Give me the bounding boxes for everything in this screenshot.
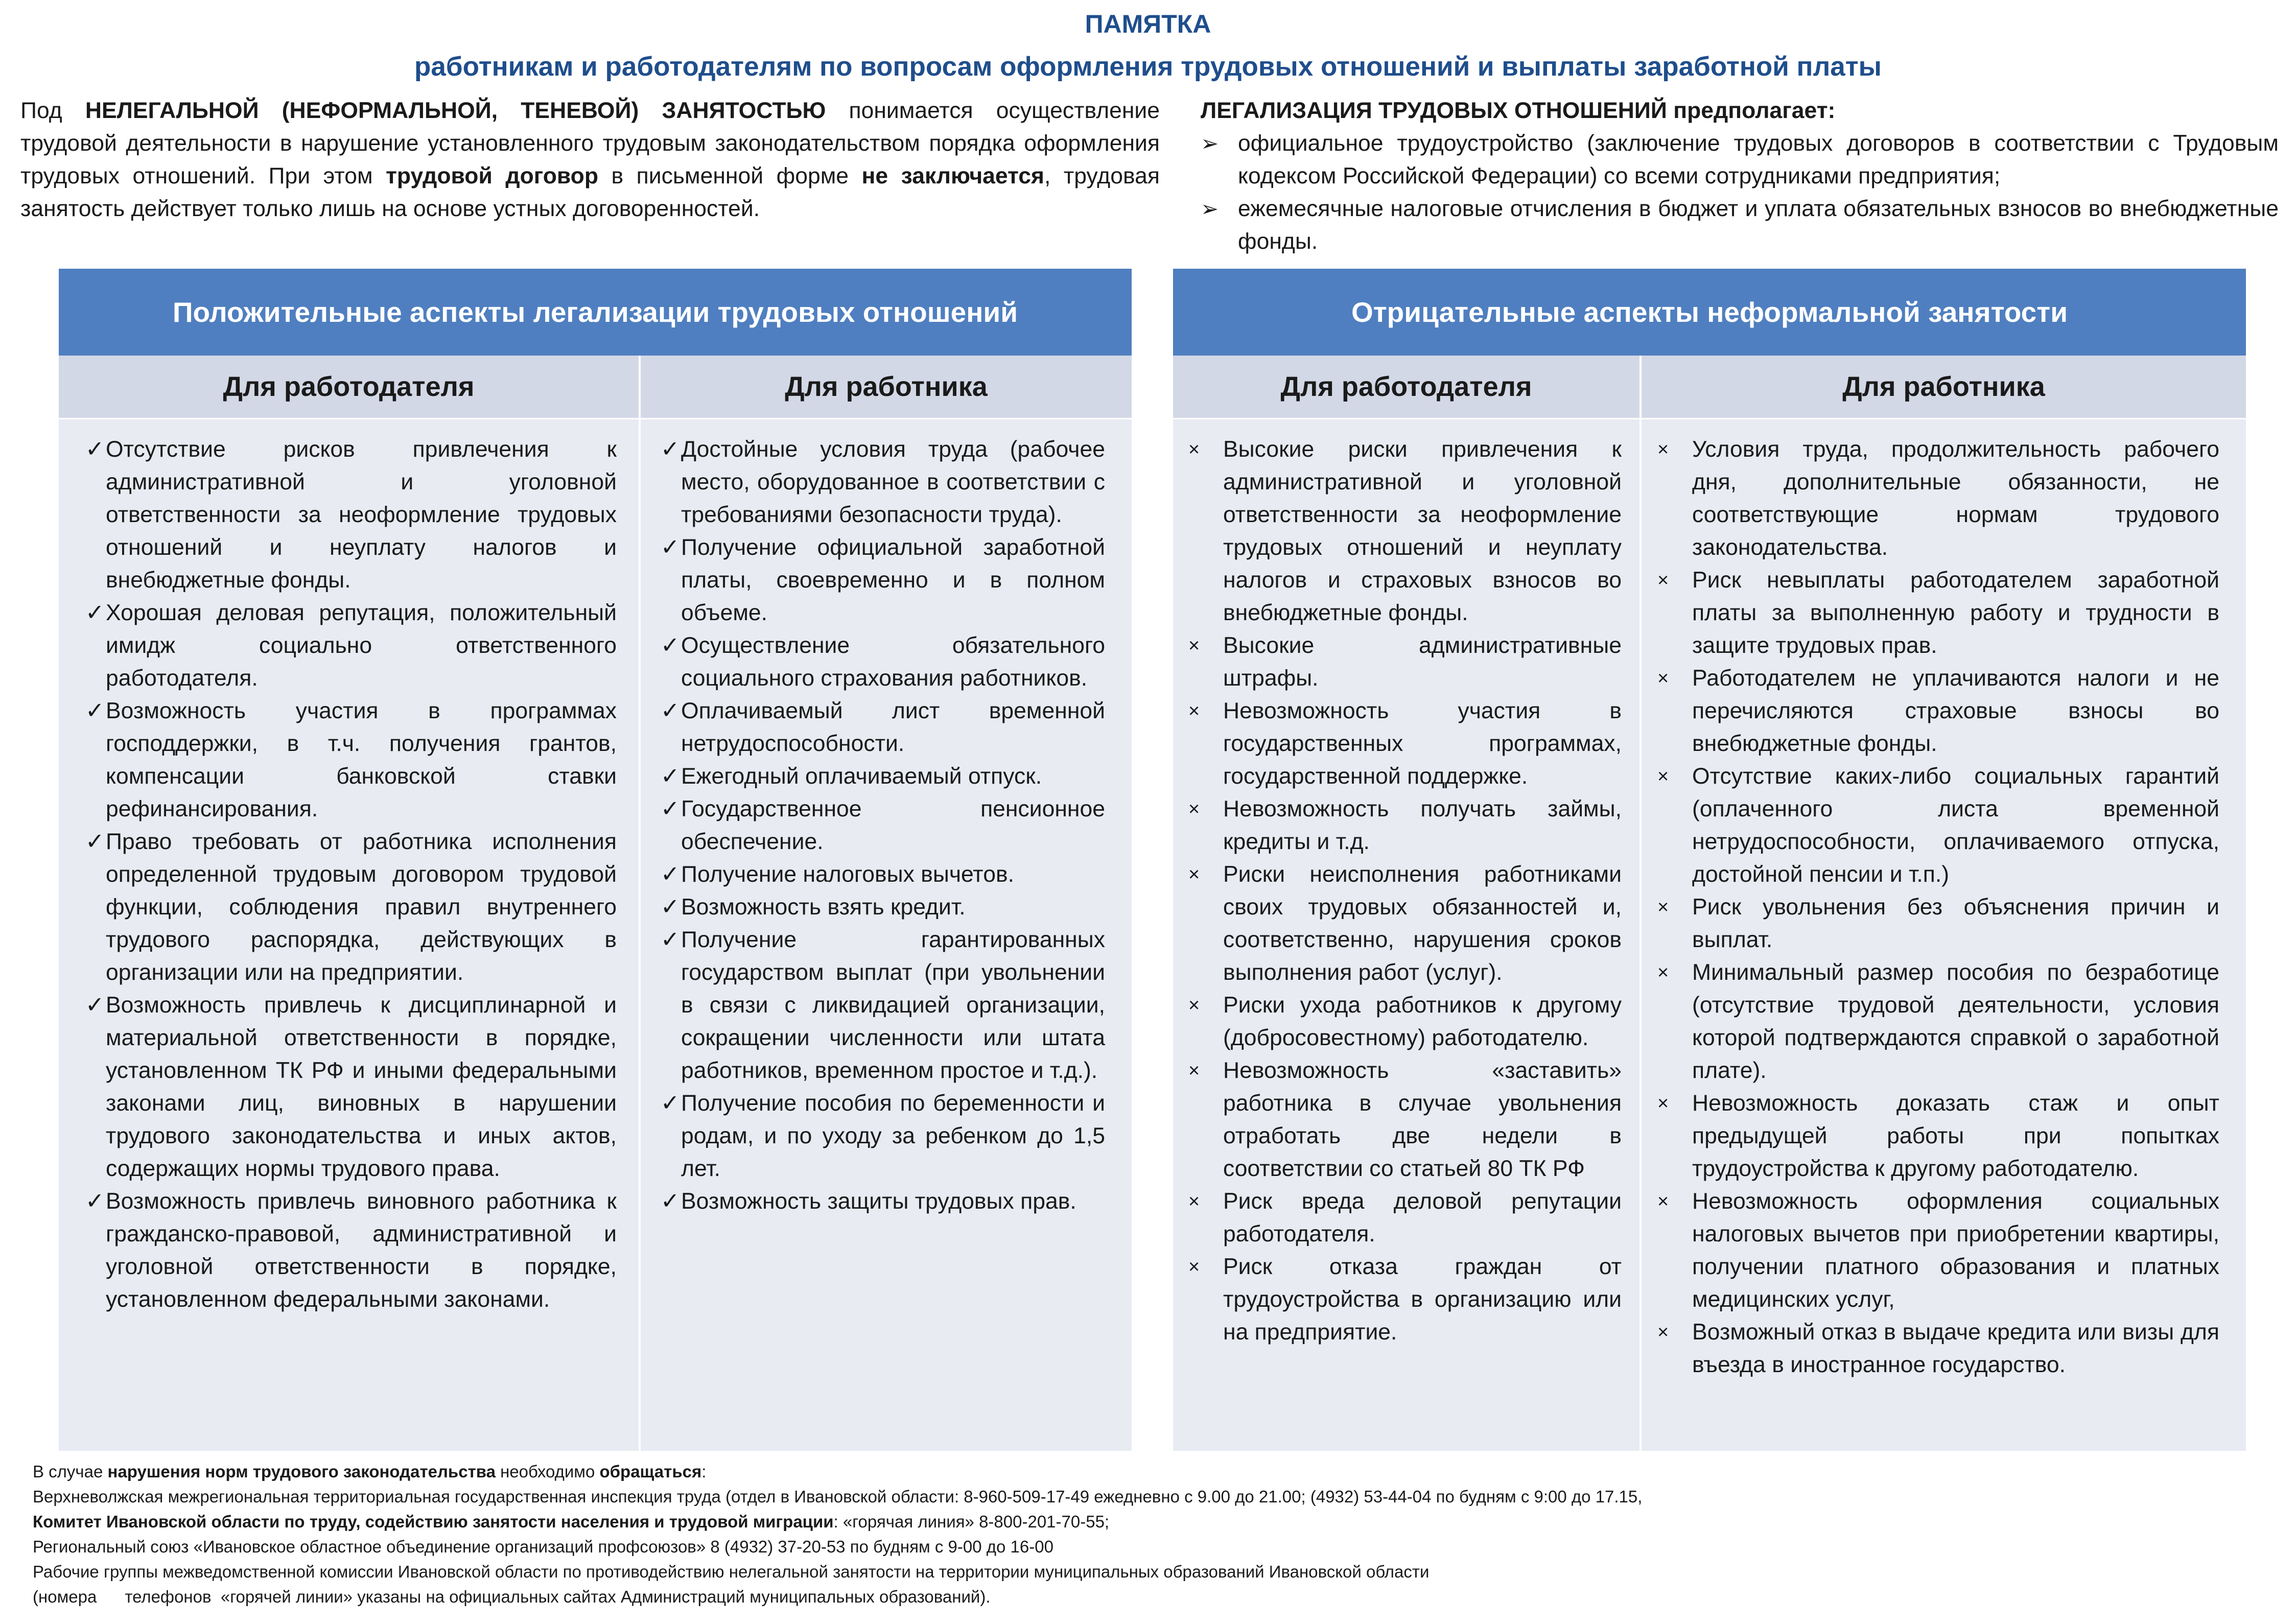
divider [1173,418,2246,419]
footer-line: Региональный союз «Ивановское областное объединение организаций профсоюзов» 8 (4932) 37-20-53 по будням с 9-00 до 16-00 [33,1537,1053,1556]
list-item [1657,564,2219,662]
bullet-icon: × [1188,1060,1200,1081]
list-item-text: Возможность привлечь виновного работника к гражданско-правовой, административной и уголовной ответственности в порядке, установленном федеральными законами. [106,1189,617,1312]
list-item-text: Возможность привлечь к дисциплинарной и материальной ответственности в порядке, установленном ТК РФ и иными федеральными законами лиц, виновных в нарушении трудового законодательства и иных актов, содержащих нормы трудового права. [106,993,617,1181]
bullet-icon: ✓ [85,698,105,723]
bullet-icon: ✓ [661,862,680,887]
list-item [1657,662,2219,760]
bullet-icon: ✓ [661,535,680,560]
negative-employee-list [1657,433,2219,1381]
list-item [661,1185,1105,1218]
positive-employer-list [85,433,617,1316]
intro-definition: Под НЕЛЕГАЛЬНОЙ (НЕФОРМАЛЬНОЙ, ТЕНЕВОЙ) ЗАНЯТОСТЬЮ понимается осуществление трудовой деятельности в нарушение установленного трудовым законодательством порядка оформления трудовых отношений. При этом трудовой договор в письменной форме не заключается, трудовая занятость действует только лишь на основе устных договоренностей. [20,98,1160,221]
list-item [85,433,617,597]
bullet-icon: × [1188,635,1200,656]
divider [59,418,1132,419]
bullet-icon: × [1657,1322,1669,1343]
list-item [1188,989,1622,1054]
contacts-footer [33,1459,2270,1609]
bullet-icon: × [1657,897,1669,918]
list-item-text: Невозможность доказать стаж и опыт предыдущей работы при попытках трудоустройства к другому работодателю. [1692,1091,2219,1181]
list-item [1201,193,2279,258]
page-title: ПАМЯТКА [1085,10,1211,38]
list-item [1657,956,2219,1087]
divider [1639,356,1642,1451]
bullet-icon: ✓ [661,927,680,952]
bullet-icon: × [1188,439,1200,460]
list-item-text: Риски ухода работников к другому (добросовестному) работодателю. [1223,993,1622,1050]
list-item [661,760,1105,793]
bullet-icon: ✓ [85,600,105,625]
negative-employer-heading: Для работодателя [1173,356,1639,418]
negative-employee-column [1657,433,2219,1381]
list-item-text: Получение налоговых вычетов. [681,862,1014,887]
bullet-icon: × [1188,1191,1200,1212]
bullet-icon: ✓ [661,633,680,658]
list-item-text: Достойные условия труда (рабочее место, оборудованное в соответствии с требованиями безопасности труда). [681,437,1105,527]
list-item [1657,1316,2219,1381]
list-item [1188,793,1622,858]
list-item-text: Ежегодный оплачиваемый отпуск. [681,764,1042,789]
positive-aspects-panel [59,269,1132,1451]
list-item-text: Условия труда, продолжительность рабочего дня, дополнительные обязанности, не соответствующие нормам трудового законодательства. [1692,437,2219,560]
list-item [661,629,1105,695]
list-item-text: Получение пособия по беременности и родам, и по уходу за ребенком до 1,5 лет. [681,1091,1105,1181]
list-item [85,1185,617,1316]
positive-employee-column [661,433,1105,1218]
bullet-icon: ✓ [661,895,680,920]
list-item [661,1087,1105,1185]
negative-panel-title: Отрицательные аспекты неформальной занятости [1173,269,2246,356]
list-item [1201,127,2279,193]
list-item-text: Возможность участия в программах господдержки, в т.ч. получения грантов, компенсации банковской ставки рефинансирования. [106,698,617,821]
list-item [661,858,1105,891]
list-item [661,793,1105,858]
list-item-text: Возможность защиты трудовых прав. [681,1189,1076,1214]
bullet-icon: ✓ [661,1091,680,1116]
list-item [661,695,1105,760]
list-item [85,597,617,695]
list-item [1657,760,2219,891]
bullet-icon: ✓ [85,437,105,462]
page-subtitle: работникам и работодателям по вопросам оформления трудовых отношений и выплаты заработной платы [414,52,1882,82]
negative-employer-list [1188,433,1622,1349]
divider [639,356,641,1451]
list-item-text: Государственное пенсионное обеспечение. [681,796,1105,854]
bullet-icon: ✓ [661,1189,680,1214]
bullet-icon: × [1657,1093,1669,1114]
list-item-text: Отсутствие рисков привлечения к административной и уголовной ответственности за неоформление трудовых отношений и неуплату налогов и внебюджетные фонды. [106,437,617,593]
footer-line: (номера телефонов «горячей линии» указаны на официальных сайтах Администраций муниципальных образований). [33,1587,991,1606]
bullet-icon: × [1657,962,1669,983]
list-item-text: Возможный отказ в выдаче кредита или визы для въезда в иностранное государство. [1692,1320,2219,1377]
bullet-icon: × [1657,570,1669,591]
list-item-text: Риск вреда деловой репутации работодателя. [1223,1189,1622,1246]
list-item [1657,1185,2219,1316]
bullet-icon: ➢ [1201,197,1219,221]
bullet-icon: ✓ [661,698,680,723]
bullet-icon: × [1657,766,1669,787]
list-item [1657,433,2219,564]
list-item-text: Риск невыплаты работодателем заработной платы за выполненную работу и трудности в защите трудовых прав. [1692,568,2219,658]
footer-line: Комитет Ивановской области по труду, содействию занятости населения и трудовой миграции: «горячая линия» 8-800-201-70-55; [33,1512,1110,1531]
bullet-icon: ✓ [85,829,105,854]
list-item [1188,1185,1622,1251]
bullet-icon: ✓ [85,1189,105,1214]
list-item [661,891,1105,924]
list-item [85,826,617,989]
list-item-text: Невозможность оформления социальных налоговых вычетов при приобретении квартиры, получении платного образования и платных медицинских услуг, [1692,1189,2219,1312]
list-item [1188,433,1622,629]
list-item-text: Невозможность участия в государственных программах, государственной поддержке. [1223,698,1622,789]
bullet-icon: × [1188,700,1200,722]
bullet-icon: ✓ [661,764,680,789]
positive-panel-title: Положительные аспекты легализации трудовых отношений [59,269,1132,356]
list-item-text: официальное трудоустройство (заключение трудовых договоров в соответствии с Трудовым кодексом Российской Федерации) со всеми сотрудниками предприятия; [1238,131,2279,189]
positive-employee-heading: Для работника [641,356,1132,418]
list-item-text: Хорошая деловая репутация, положительный имидж социально ответственного работодателя. [106,600,617,691]
bullet-icon: × [1657,439,1669,460]
positive-employee-list [661,433,1105,1218]
list-item [1188,695,1622,793]
list-item-text: Высокие риски привлечения к административной и уголовной ответственности за неоформление трудовых отношений и неуплату налогов и страховых взносов во внебюджетные фонды. [1223,437,1622,625]
list-item-text: Оплачиваемый лист временной нетрудоспособности. [681,698,1105,756]
list-item-text: Риск увольнения без объяснения причин и выплат. [1692,895,2219,952]
bullet-icon: ✓ [661,796,680,821]
list-item [85,989,617,1185]
bullet-icon: × [1657,668,1669,689]
bullet-icon: ✓ [661,437,680,462]
list-item-text: Невозможность получать займы, кредиты и т.д. [1223,796,1622,854]
positive-employer-heading: Для работодателя [59,356,639,418]
list-item [661,924,1105,1087]
bullet-icon: × [1188,798,1200,820]
negative-employer-column [1188,433,1622,1349]
bullet-icon: ➢ [1201,131,1219,155]
footer-line: В случае нарушения норм трудового законодательства необходимо обращаться: [33,1462,707,1481]
bullet-icon: × [1188,1256,1200,1278]
list-item-text: Получение гарантированных государством выплат (при увольнении в связи с ликвидацией организации, сокращении численности или штата работников, временном простое и т.д.). [681,927,1105,1083]
list-item-text: Невозможность «заставить» работника в случае увольнения отработать две недели в соответствии со статьей 80 ТК РФ [1223,1058,1622,1181]
bullet-icon: × [1657,1191,1669,1212]
intro-legalization [1201,95,2279,258]
footer-line: Верхневолжская межрегиональная территориальная государственная инспекция труда (отдел в Ивановской области: 8-960-509-17-49 ежедневно с 9.00 до 21.00; (4932) 53-44-04 по будням с 9:00 до 17.15, [33,1487,1643,1506]
list-item-text: Осуществление обязательного социального страхования работников. [681,633,1105,691]
list-item [661,433,1105,531]
list-item [1188,1251,1622,1349]
footer-line: Рабочие группы межведомственной комиссии Ивановской области по противодействию нелегальной занятости на территории муниципальных образований Ивановской области [33,1562,1430,1581]
bullet-icon: × [1188,864,1200,885]
negative-aspects-panel [1173,269,2246,1451]
list-item-text: Риски неисполнения работниками своих трудовых обязанностей и, соответственно, нарушения сроков выполнения работ (услуг). [1223,862,1622,985]
list-item [1657,891,2219,956]
list-item-text: Высокие административные штрафы. [1223,633,1622,691]
list-item [1188,629,1622,695]
list-item-text: ежемесячные налоговые отчисления в бюджет и уплата обязательных взносов во внебюджетные фонды. [1238,196,2279,254]
positive-employer-column [85,433,617,1316]
list-item-text: Получение официальной заработной платы, своевременно и в полном объеме. [681,535,1105,625]
list-item-text: Отсутствие каких-либо социальных гарантий (оплаченного листа временной нетрудоспособности, оплачиваемого отпуска, достойной пенсии и т.п.) [1692,764,2219,887]
list-item-text: Минимальный размер пособия по безработице (отсутствие трудовой деятельности, условия которой подтверждаются справкой о заработной плате). [1692,960,2219,1083]
list-item [1188,1054,1622,1185]
negative-employee-heading: Для работника [1642,356,2246,418]
list-item [661,531,1105,629]
list-item [1188,858,1622,989]
list-item-text: Риск отказа граждан от трудоустройства в организацию или на предприятие. [1223,1254,1622,1345]
legalization-list [1201,127,2279,258]
bullet-icon: × [1188,995,1200,1016]
list-item [1657,1087,2219,1185]
list-item-text: Работодателем не уплачиваются налоги и не перечисляются страховые взносы во внебюджетные фонды. [1692,666,2219,756]
legalization-lead: ЛЕГАЛИЗАЦИЯ ТРУДОВЫХ ОТНОШЕНИЙ предполагает: [1201,98,1836,123]
bullet-icon: ✓ [85,993,105,1018]
list-item-text: Возможность взять кредит. [681,895,966,920]
list-item [85,695,617,826]
list-item-text: Право требовать от работника исполнения определенной трудовым договором трудовой функции, соблюдения правил внутреннего трудового распорядка, действующих в организации или на предприятии. [106,829,617,985]
